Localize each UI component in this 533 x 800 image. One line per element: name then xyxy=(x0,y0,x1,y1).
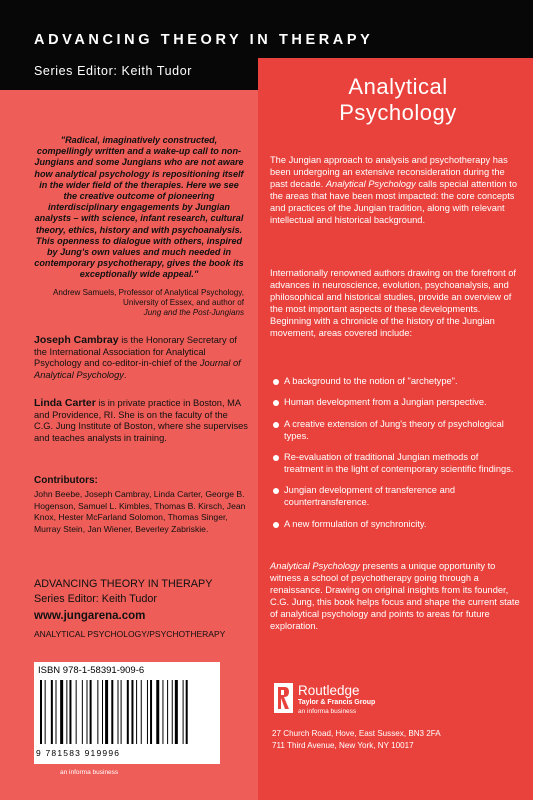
description-text: Internationally renowned authors drawing on the forefront of advances in neuroscience, evolution, psychoanalysis, and philosophical and historical studies, provide an overview of the most important aspects of these developments. Beginning with a chronicle of the history of the Jungian movement, areas covered include: xyxy=(270,268,517,338)
topic-item: Re-evaluation of traditional Jungian methods of treatment in the light of contemporary scientific findings. xyxy=(270,452,520,476)
contributors-list: John Beebe, Joseph Cambray, Linda Carter, George B. Hogenson, Samuel L. Kimbles, Thomas B. Kirsch, Jean Knox, Hester McFarland Solomon, Thomas Singer, Murray Stein, Jan Wiener, Beverley Zabriskie. xyxy=(34,489,246,535)
book-title-line-1: Analytical xyxy=(348,74,448,99)
topic-item: Jungian development of transference and countertransference. xyxy=(270,485,520,509)
bio-text: is in private practice in Boston, MA and Providence, RI. She is on the faculty of the C.G. Jung Institute of Boston, where she supervises and teaches analysts in training. xyxy=(34,398,248,443)
bio-text: is the Honorary Secretary of the International Association for Analytical Psychology and co-editor-in-chief of the xyxy=(34,335,237,369)
description-paragraph-3 xyxy=(270,561,520,632)
publisher-address xyxy=(272,728,441,751)
topic-item: A creative extension of Jung's theory of psychological types. xyxy=(270,419,520,443)
contributors-heading: Contributors: xyxy=(34,475,98,486)
author-bio-carter xyxy=(34,398,249,444)
attribution-book: Jung and the Post-Jungians xyxy=(143,308,244,318)
author-name: Joseph Cambray xyxy=(34,334,119,346)
topics-list xyxy=(270,376,520,540)
website-link[interactable]: www.jungarena.com xyxy=(34,610,146,622)
description-paragraph-1 xyxy=(270,155,520,226)
address-line: 711 Third Avenue, New York, NY 10017 xyxy=(272,740,414,750)
description-text: presents a unique opportunity to witness a school of psychotherapy going through a renaissance. Drawing on original insights from its founder, C.G. Jung, this book helps focus and shape the current state of analytical psychology and points to areas for future exploration. xyxy=(270,561,520,631)
journal-name: Journal of Analytical Psychology xyxy=(34,358,241,380)
barcode-number: 9 781583 919996 xyxy=(36,748,121,758)
endorsement-quote: "Radical, imaginatively constructed, compellingly written and a wake-up call to non-Jungians and some Jungians who are not aware how analytical psychology is repositioning itself in the wider field of the therapies. Here we see the creative outcome of pioneering interdisciplinary engagements by Jungian analysts – with science, infant research, cultural theory, ethics, history and with psychoanalysis. This openness to dialogue with others, inspired by Jung's own values and much needed in contemporary psychotherapy, gives the book its exceptionally wide appeal." xyxy=(34,135,244,280)
author-name: Linda Carter xyxy=(34,397,96,409)
publisher-group: Taylor & Francis Group xyxy=(298,699,376,706)
publisher-tagline: an informa business xyxy=(298,708,357,715)
author-bio-cambray xyxy=(34,335,249,381)
book-title-line-2: Psychology xyxy=(339,100,457,125)
publisher-name: Routledge xyxy=(298,683,360,698)
routledge-logo-icon xyxy=(274,683,293,713)
footer-series-editor: Series Editor: Keith Tudor xyxy=(34,593,158,605)
barcode-icon xyxy=(40,680,214,744)
book-title xyxy=(278,74,518,126)
informa-label: an informa business xyxy=(60,769,119,776)
subject-category: ANALYTICAL PSYCHOLOGY/PSYCHOTHERAPY xyxy=(34,629,226,639)
attribution-line: University of Essex, and author of xyxy=(122,298,244,308)
series-editor: Series Editor: Keith Tudor xyxy=(34,64,193,78)
description-text: The Jungian approach to analysis and psychotherapy has been undergoing an extensive reconsideration during the past decade. xyxy=(270,155,508,189)
topic-item: Human development from a Jungian perspective. xyxy=(270,397,520,409)
series-title: ADVANCING THEORY IN THERAPY xyxy=(34,32,374,48)
book-title-inline: Analytical Psychology xyxy=(270,561,360,571)
attribution-line: Andrew Samuels, Professor of Analytical Psychology, xyxy=(52,288,244,297)
book-title-inline: Analytical Psychology xyxy=(325,178,416,189)
barcode-box xyxy=(34,662,220,764)
topic-item: A background to the notion of "archetype". xyxy=(270,376,520,388)
topic-item: A new formulation of synchronicity. xyxy=(270,519,520,531)
address-line: 27 Church Road, Hove, East Sussex, BN3 2FA xyxy=(272,729,441,738)
endorsement-attribution xyxy=(34,288,244,319)
description-text: calls special attention to the areas that have been most impacted: the core concepts and practices of the Jungian tradition, along with relevant intellectual and historical background. xyxy=(270,178,518,225)
bio-text: . xyxy=(123,369,127,380)
isbn-label: ISBN 978-1-58391-909-6 xyxy=(38,665,145,676)
footer-series-title: ADVANCING THEORY IN THERAPY xyxy=(34,578,213,590)
description-paragraph-2 xyxy=(270,268,520,339)
footer-series-block xyxy=(34,577,212,607)
